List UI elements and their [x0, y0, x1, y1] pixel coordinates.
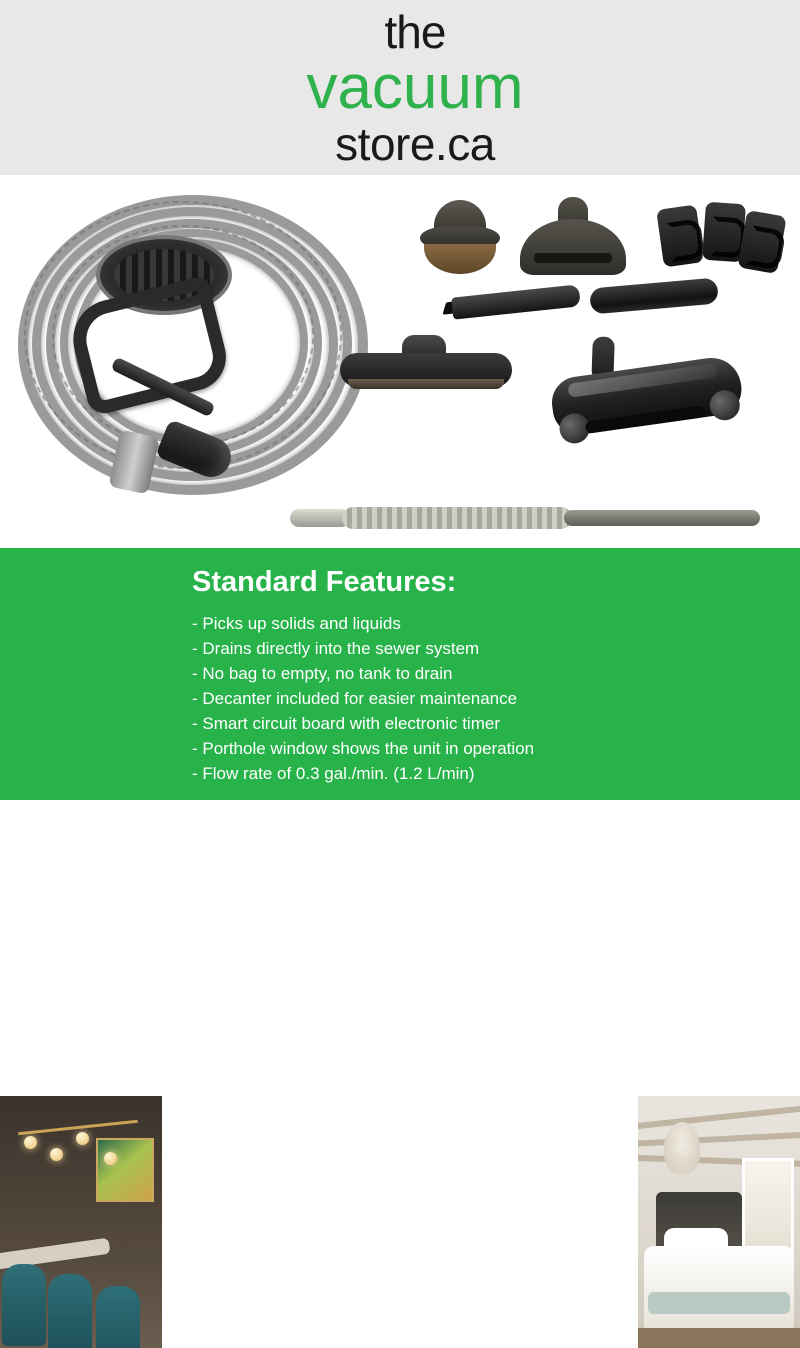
feature-item: - Decanter included for easier maintenance — [192, 689, 518, 708]
product-photo-area — [0, 175, 800, 548]
crevice-tool-image — [451, 278, 582, 325]
bedroom-chandelier — [664, 1122, 700, 1174]
logo-header — [0, 0, 800, 175]
floor-brush-image — [340, 335, 512, 403]
hose-clips-image — [660, 203, 780, 273]
extension-wand-tube — [589, 277, 719, 314]
light-bulb — [76, 1132, 89, 1145]
bed — [644, 1246, 794, 1334]
telescoping-wand-grip — [290, 509, 350, 527]
hose-clip — [656, 204, 704, 267]
wall-art — [96, 1138, 154, 1202]
feature-item: - Flow rate of 0.3 gal./min. (1.2 L/min) — [192, 764, 475, 783]
logo-line-vacuum: vacuum — [306, 52, 524, 122]
brand-logo — [306, 5, 524, 170]
dining-room-photo — [0, 1096, 162, 1348]
bed-blanket — [648, 1292, 790, 1314]
bedroom-photo — [638, 1096, 800, 1348]
upholstery-tool-head — [520, 219, 626, 275]
feature-item: - No bag to empty, no tank to drain — [192, 664, 453, 683]
features-band — [0, 548, 800, 800]
feature-item: - Drains directly into the sewer system — [192, 639, 480, 658]
dining-chair — [2, 1264, 46, 1346]
features-list — [192, 611, 640, 786]
logo-line-store: store.ca — [335, 117, 495, 170]
dining-chair — [96, 1286, 140, 1348]
feature-item: - Porthole window shows the unit in operation — [192, 739, 535, 758]
upholstery-tool-slot — [534, 253, 612, 263]
hose-clip — [737, 210, 786, 274]
upholstery-tool-image — [520, 197, 626, 279]
light-bulb — [50, 1148, 63, 1161]
features-text-block — [160, 548, 640, 800]
features-title: Standard Features: — [192, 566, 457, 598]
power-nozzle-image — [545, 330, 748, 465]
feature-item: - Picks up solids and liquids — [192, 614, 401, 633]
dusting-brush-bristles — [424, 244, 496, 274]
light-bulb — [24, 1136, 37, 1149]
hose-coil-image — [18, 195, 348, 485]
ceiling-beam — [638, 1104, 800, 1130]
telescoping-wand-tube — [564, 510, 760, 526]
light-bulb — [104, 1152, 117, 1165]
telescoping-wand-ribbed-section — [342, 507, 572, 529]
telescoping-wand-image — [290, 505, 760, 531]
crevice-tool-body — [451, 284, 581, 319]
ceiling-beam — [638, 1131, 800, 1147]
feature-item: - Smart circuit board with electronic timer — [192, 714, 500, 733]
dining-chair — [48, 1274, 92, 1348]
logo-line-the: the — [384, 5, 446, 58]
dusting-brush-image — [412, 200, 508, 280]
extension-wand-dark-image — [589, 273, 719, 318]
bedroom-floor — [638, 1328, 800, 1348]
floor-brush-bristles — [348, 379, 504, 389]
